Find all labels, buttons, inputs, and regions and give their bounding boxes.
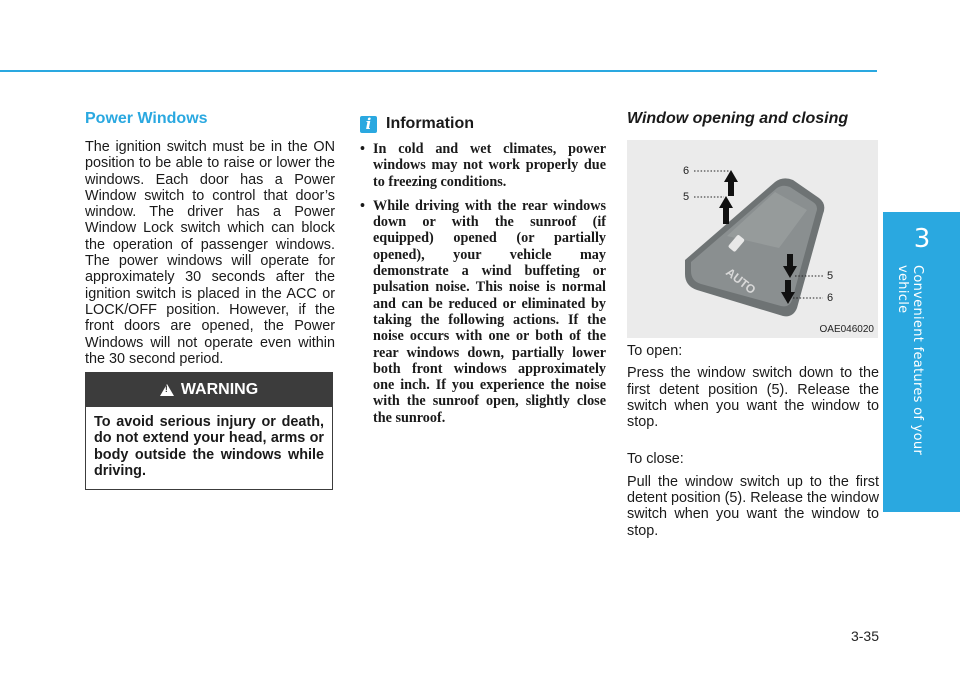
power-windows-section xyxy=(85,110,335,367)
warning-header xyxy=(86,373,332,407)
label-down-5: 5 xyxy=(827,270,834,282)
open-text: Press the window switch down to the first detent position (5). Release the switch when you want the window to stop. xyxy=(627,365,879,431)
power-windows-body: The ignition switch must be in the ON position to be able to raise or lower the windows. Each door has a Power Window switch to control that door’s window. The driver has a Power Window Lock switch which can block the operation of passenger windows. The power windows will operate for approximately 30 seconds after the ignition switch is placed in the ACC or LOCK/OFF position. However, if the front doors are opened, the Power Windows will not operate even within the 30 second period. xyxy=(85,139,335,367)
window-switch-illustration xyxy=(627,140,878,338)
open-label: To open: xyxy=(627,343,683,359)
page-number: 3-35 xyxy=(850,628,879,644)
list-item: • While driving with the rear windows down or with the sunroof (if equipped) opened (or partially opened), your vehicle may demonstrate a wind buffeting or pulsation noise. This noise is normal and can be reduced or eliminated by taking the following actions. If the noise occurs with one or both of the rear windows down, partially lower both front windows approximately one inch. If you experience the noise with the sunroof open, slightly close the sunroof. xyxy=(360,198,606,426)
label-up-6: 6 xyxy=(683,165,690,177)
information-title: Information xyxy=(386,115,474,132)
warning-text: To avoid serious injury or death, do not extend your head, arms or body outside the windows while driving. xyxy=(94,414,324,479)
label-up-5: 5 xyxy=(683,191,690,203)
info-icon: i xyxy=(360,116,377,133)
chapter-title: Convenient features of your vehicle xyxy=(895,265,925,456)
window-switch-icon xyxy=(685,178,824,316)
switch-auto-text: AUTO xyxy=(723,265,759,297)
warning-triangle-icon xyxy=(160,384,174,396)
arrow-up-icon xyxy=(719,196,733,224)
window-switch-figure xyxy=(627,140,878,338)
warning-label: WARNING xyxy=(180,381,259,398)
chapter-number: 3 xyxy=(913,224,931,254)
window-instructions xyxy=(627,343,879,539)
list-item: • In cold and wet climates, power windows may not work properly due to freezing conditions. xyxy=(360,141,606,190)
warning-box xyxy=(85,372,333,490)
window-section-heading: Window opening and closing xyxy=(627,110,849,127)
close-label: To close: xyxy=(627,451,684,468)
information-list xyxy=(360,141,606,434)
arrow-up-icon xyxy=(724,170,738,196)
header-rule xyxy=(0,70,877,72)
label-down-6: 6 xyxy=(827,292,834,304)
figure-code: OAE046020 xyxy=(819,324,874,335)
power-windows-heading: Power Windows xyxy=(85,110,208,127)
close-text: Pull the window switch up to the first detent position (5). Release the window switch when you want the window to stop. xyxy=(627,473,879,539)
information-header xyxy=(360,115,474,133)
